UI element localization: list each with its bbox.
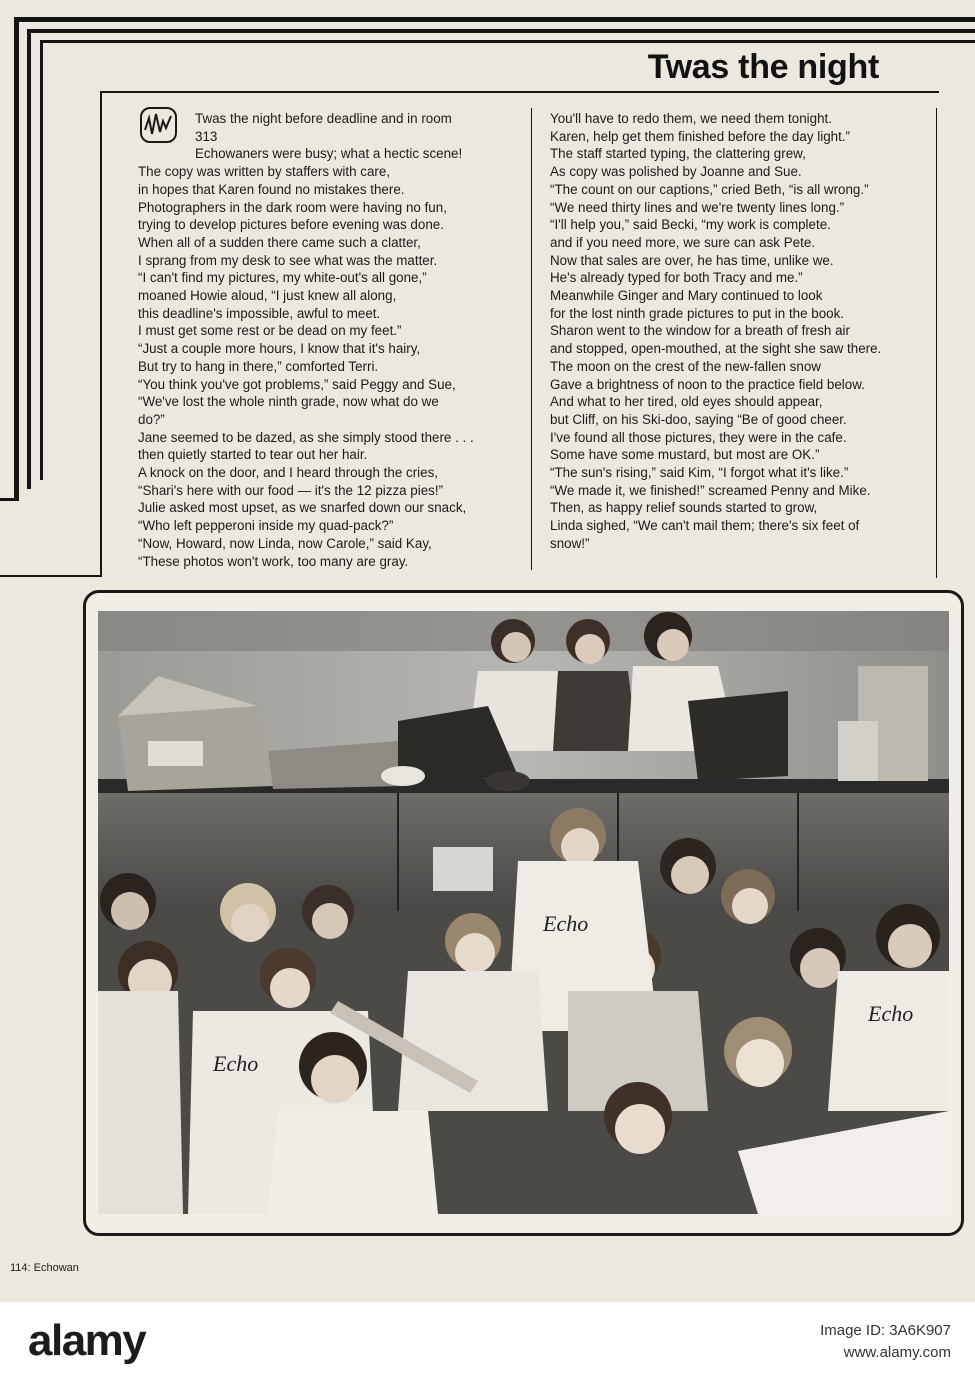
poem-line: “We've lost the whole ninth grade, now what do we — [138, 394, 439, 410]
border-bottom-outer — [0, 498, 19, 501]
poem-line: A knock on the door, and I heard through the cries, — [138, 465, 439, 481]
photo-box-label — [148, 741, 203, 766]
poem-line: “You think you've got problems,” said Peggy and Sue, — [138, 376, 456, 392]
poem-line: Twas the night before deadline and in room — [195, 111, 452, 126]
photo-person-face — [657, 629, 689, 661]
shirt-logo-text: Echo — [868, 1001, 914, 1026]
poem-line: But try to hang in there,” comforted Terri. — [138, 358, 379, 374]
poem-line: Some have some mustard, but most are OK.” — [550, 447, 820, 463]
photo-person-face — [231, 904, 269, 942]
poem-line: 313 — [195, 128, 218, 144]
box-bottom-rule — [0, 575, 102, 577]
photo-person-face — [501, 632, 531, 662]
page-title: Twas the night — [647, 48, 879, 86]
poem-line: Meanwhile Ginger and Mary continued to look — [550, 288, 823, 304]
photo-sneaker — [381, 766, 425, 786]
photo-person-face — [800, 948, 840, 988]
poem-line: and stopped, open-mouthed, at the sight she saw there. — [550, 341, 882, 357]
staff-photo — [98, 611, 949, 1214]
photo-person-legs — [688, 691, 788, 781]
poem-line: “Who left pepperoni inside my quad-pack?” — [138, 518, 394, 534]
poem-line: moaned Howie aloud, “I just knew all along, — [138, 288, 397, 304]
box-right-rule — [936, 108, 937, 578]
photo-sweatshirt — [268, 1111, 438, 1214]
poem-line: You'll have to redo them, we need them tonight. — [550, 111, 832, 126]
poem-line: in hopes that Karen found no mistakes there. — [138, 181, 405, 197]
photo-person-face — [312, 903, 348, 939]
photo-person-face — [311, 1055, 359, 1103]
photo-sweatshirt — [398, 971, 548, 1111]
poem-line: Linda sighed, “We can't mail them; there's six feet of — [550, 518, 860, 534]
poem-line: When all of a sudden there came such a clatter, — [138, 234, 421, 250]
photo-person-face — [671, 856, 709, 894]
box-left-rule — [100, 91, 102, 577]
poem-line: Sharon went to the window for a breath of fresh air — [550, 323, 850, 339]
poem-line: As copy was polished by Joanne and Sue. — [550, 164, 802, 180]
poem-line: then quietly started to tear out her hair. — [138, 447, 368, 463]
poem-line: “Now, Howard, now Linda, now Carole,” said Kay, — [138, 535, 432, 551]
poem-line: Karen, help get them finished before the day light.” — [550, 128, 850, 144]
photo-person-face — [736, 1039, 784, 1087]
photo-person-face — [111, 892, 149, 930]
column-divider — [531, 108, 532, 570]
poem-line: The copy was written by staffers with care, — [138, 164, 391, 180]
stock-footer — [0, 1302, 975, 1390]
poem-right-column — [550, 110, 930, 553]
poem-line: And what to her tired, old eyes should appear, — [550, 394, 823, 410]
photo-sweatshirt — [828, 971, 949, 1111]
border-left-inner — [40, 40, 43, 480]
page-number: 114: Echowan — [10, 1262, 79, 1274]
poem-line: He's already typed for both Tracy and me.” — [550, 270, 803, 286]
photo-sweatshirt — [98, 991, 183, 1214]
poem-line: “These photos won't work, too many are gray. — [138, 553, 409, 569]
poem-line: Echowaners were busy; what a hectic scene! — [195, 146, 463, 162]
photo-person-face — [270, 968, 310, 1008]
border-left-outer — [14, 17, 19, 501]
photo-person-face — [561, 828, 599, 866]
poem-line: Photographers in the dark room were having no fun, — [138, 199, 447, 215]
poem-line: but Cliff, on his Ski-doo, saying “Be of good cheer. — [550, 411, 847, 427]
poem-line: “I can't find my pictures, my white-out's all gone,” — [138, 270, 427, 286]
poem-line: Gave a brightness of noon to the practice field below. — [550, 376, 865, 392]
poem-line: this deadline's impossible, awful to meet. — [138, 305, 381, 321]
shirt-logo-text: Echo — [543, 911, 589, 936]
image-id: Image ID: 3A6K907 — [820, 1322, 951, 1339]
poem-line: “The count on our captions,” cried Beth, “is all wrong.” — [550, 181, 869, 197]
photo-person-face — [888, 924, 932, 968]
poem-line: Then, as happy relief sounds started to grow, — [550, 500, 818, 516]
border-top-inner — [40, 40, 975, 43]
poem-line: “We need thirty lines and we're twenty lines long.” — [550, 199, 845, 215]
border-top-outer — [14, 17, 975, 22]
poem-line: snow!” — [550, 535, 590, 551]
poem-line: “Just a couple more hours, I know that it's hairy, — [138, 341, 421, 357]
poem-line: The moon on the crest of the new-fallen snow — [550, 358, 821, 374]
poem-left-column — [138, 110, 522, 570]
poem-line: I must get some rest or be dead on my feet.” — [138, 323, 402, 339]
box-top-rule — [100, 91, 939, 93]
photo-sneaker — [486, 771, 530, 791]
poem-line: “The sun's rising,” said Kim, “I forgot what it's like.” — [550, 465, 849, 481]
photo-person-face — [455, 933, 495, 973]
poem-line: for the lost ninth grade pictures to put in the book. — [550, 305, 845, 321]
poem-line: “Shari's here with our food — it's the 12 pizza pies!” — [138, 482, 444, 498]
poem-line: “I'll help you,” said Becki, “my work is complete. — [550, 217, 831, 233]
photo-person-body — [553, 671, 638, 751]
poem-line: I've found all those pictures, they were in the cafe. — [550, 429, 847, 445]
photo-person-face — [615, 1104, 665, 1154]
photo-person-face — [575, 634, 605, 664]
photo-cardboard-box — [838, 721, 878, 781]
poem-line: The staff started typing, the clattering grew, — [550, 146, 806, 162]
shirt-logo-text: Echo — [213, 1051, 259, 1076]
poem-line: trying to develop pictures before evening was done. — [138, 217, 444, 233]
photo-person-face — [732, 888, 768, 924]
poem-line: Julie asked most upset, as we snarfed down our snack, — [138, 500, 467, 516]
photo-notice-paper — [433, 847, 493, 891]
poem-line: do?” — [138, 411, 165, 427]
footer-url: www.alamy.com — [843, 1344, 951, 1361]
border-left-middle — [27, 29, 31, 489]
poem-line: Now that sales are over, he has time, unlike we. — [550, 252, 834, 268]
poem-line: Jane seemed to be dazed, as she simply stood there . . . — [138, 429, 474, 445]
staff-photo-frame — [83, 590, 964, 1236]
border-top-middle — [27, 29, 975, 33]
alamy-logo: alamy — [28, 1316, 146, 1365]
poem-line: and if you need more, we sure can ask Pete. — [550, 234, 815, 250]
poem-line: I sprang from my desk to see what was the matter. — [138, 252, 438, 268]
poem-line: “We made it, we finished!” screamed Penny and Mike. — [550, 482, 871, 498]
